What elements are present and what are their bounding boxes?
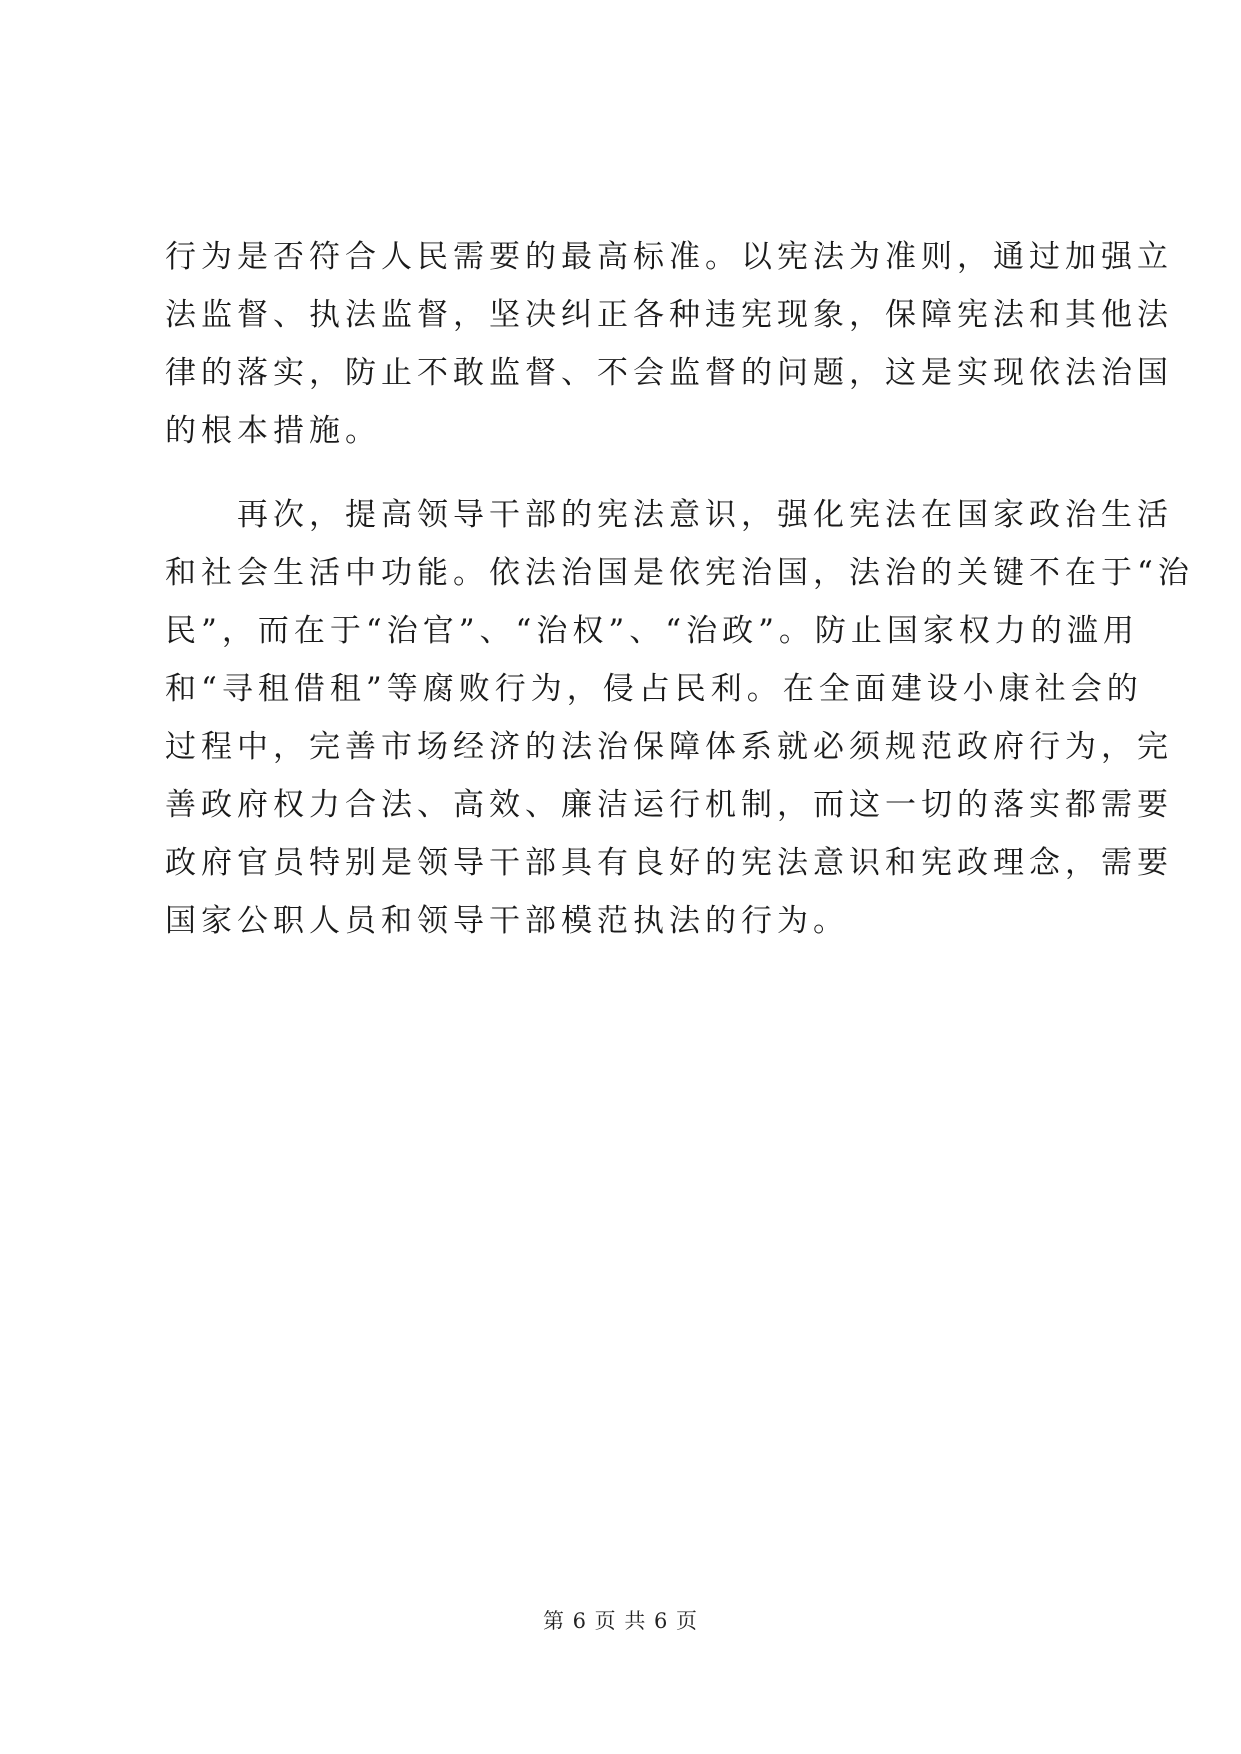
text-line: 善政府权力合法、高效、廉洁运行机制，而这一切的落实都需要 [165,787,1173,823]
paragraph-gap [165,460,1080,486]
text-line: 的根本措施。 [165,413,381,449]
text-line: 律的落实，防止不敢监督、不会监督的问题，这是实现依法治国 [165,355,1173,391]
text-line: 和“寻租借租”等腐败行为，侵占民利。在全面建设小康社会的 [165,671,1143,707]
text-line: 民”，而在于“治官”、“治权”、“治政”。防止国家权力的滥用 [165,613,1139,649]
paragraph [165,486,1194,950]
document-body [165,228,1194,950]
text-line: 法监督、执法监督，坚决纠正各种违宪现象，保障宪法和其他法 [165,297,1173,333]
text-line: 和社会生活中功能。依法治国是依宪治国，法治的关键不在于“治 [165,555,1194,591]
text-line: 再次，提高领导干部的宪法意识，强化宪法在国家政治生活 [237,497,1173,533]
text-line: 国家公职人员和领导干部模范执法的行为。 [165,903,849,939]
text-line: 行为是否符合人民需要的最高标准。以宪法为准则，通过加强立 [165,239,1173,275]
text-line: 过程中，完善市场经济的法治保障体系就必须规范政府行为，完 [165,729,1173,765]
paragraph [165,228,1173,460]
page-number-footer: 第 6 页 共 6 页 [542,1609,699,1633]
text-line: 政府官员特别是领导干部具有良好的宪法意识和宪政理念，需要 [165,845,1173,881]
